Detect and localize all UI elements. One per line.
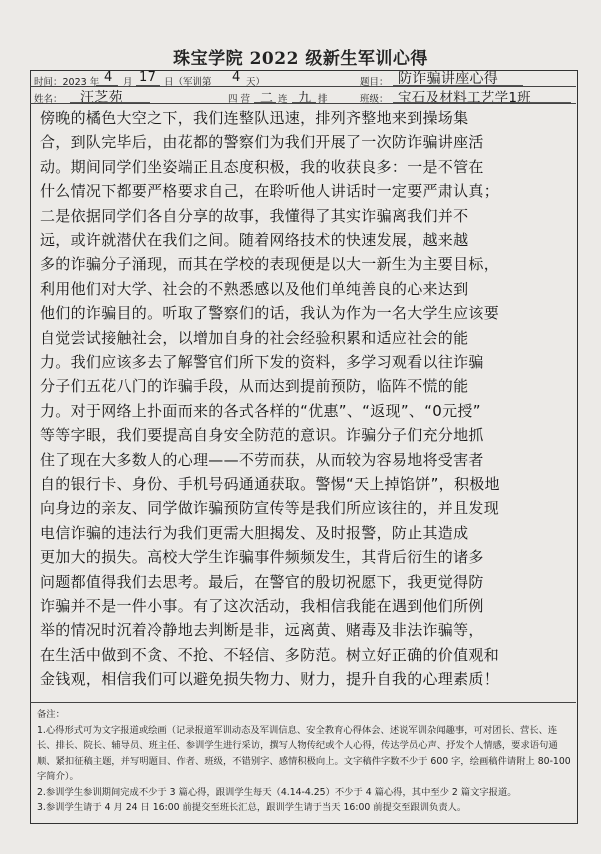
note-item: 1.心得形式可为文字报道或绘画（记录报道军训动态及军训信息、安全教育心得体会、述说军训杂闻趣事，可对团长、营长、连长、排长、院长、辅导员、班主任、参训学生进行采访，撰写人物传纪或个人心得，传达学员心声、抒发个人情感，要求语句通顺、紧扣征稿主题，并写明题目、作者、班级，不错别字、感情积极向上。文字稿件字数不少于 600 字，绘画稿件请附上 80-100 字简介）。: [37, 724, 571, 782]
company-underline: [254, 102, 276, 103]
page-title: 珠宝学院 2022 级新生军训心得: [173, 49, 428, 69]
battalion-label: 四 营: [228, 94, 251, 105]
essay-line: 自的银行卡、身份、手机号码通通获取。警惕“天上掉馅饼”，积极地: [40, 475, 500, 493]
essay-line: 利用他们对大学、社会的不熟悉感以及他们单纯善良的心来达到: [40, 279, 469, 298]
company-label: 连: [278, 94, 288, 105]
essay-line: 自觉尝试接触社会，以增加自身的社会经验积累和适应社会的能: [40, 328, 469, 347]
essay-line: 分子们五花八门的诈骗手段，从而达到提前预防，临阵不慌的能: [40, 377, 469, 396]
essay-line: 在生活中做到不贪、不抢、不轻信、多防范。树立好正确的价值观和: [40, 645, 500, 664]
platoon-underline: [292, 102, 316, 103]
training-day-label: 日（军训第: [164, 77, 212, 88]
day-underline: [136, 85, 160, 86]
essay-line: 合，到队完毕后，由花都的警察们为我们开展了一次防诈骗讲座活: [40, 133, 484, 152]
training-day-value: 4: [232, 70, 241, 85]
essay-line: 力。对于网络上扑面而来的各式各样的“优惠”、“返现”、“0元授”: [40, 401, 481, 420]
essay-line: 力。我们应该多去了解警官们所下发的资料，多学习观看以往诈骗: [40, 353, 484, 371]
notes-heading: 备注：: [37, 709, 65, 720]
class-underline: [393, 102, 571, 103]
topic-value: 防诈骗讲座心得: [398, 71, 499, 87]
essay-line: 向身边的亲友、同学做诈骗预防宣传等是我们所应该往的，并且发现: [40, 499, 500, 518]
day-value: 17: [139, 70, 157, 85]
platoon-label: 排: [318, 94, 328, 105]
month-value: 4: [104, 70, 113, 85]
note-item: 2.参训学生参训期间完成不少于 3 篇心得，跟训学生每天（4.14-4.25）不少于 4 篇心得，其中至少 2 篇文字报道。: [37, 786, 517, 798]
essay-line: 举的情况时沉着冷静地去判断是非，远离黄、赌毒及非法诈骗等，: [40, 621, 484, 640]
notes-divider: [30, 702, 576, 703]
essay-line: 他们的诈骗目的。听取了警察们的话，我认为作为一名大学生应该要: [40, 304, 500, 323]
topic-label: 题目：: [360, 77, 389, 88]
essay-line: 问题都值得我们去思考。最后，在警官的殷切祝愿下，我更觉得防: [40, 572, 484, 591]
name-underline: [70, 102, 150, 103]
name-label: 姓名：: [34, 94, 63, 105]
essay-line: 金钱观，相信我们可以避免损失物力、财力，提升自我的心理素质！: [40, 670, 500, 689]
essay-line: 傍晚的橘色大空之下，我们连整队迅速，排列齐整地来到操场集: [40, 109, 469, 127]
essay-line: 二是依据同学们各自分享的故事，我懂得了其实诈骗离我们并不: [40, 206, 469, 225]
company-value: 二: [260, 91, 274, 106]
essay-line: 等等字眼，我们要提高自身安全防范的意识。诈骗分子们充分地抓: [40, 426, 484, 445]
essay-line: 什么情况下都要严格要求自己，在聆听他人讲话时一定要严肃认真；: [40, 182, 500, 201]
class-label: 班级：: [360, 94, 389, 105]
notes-section: [37, 707, 571, 816]
name-value: 汪芝苑: [80, 90, 123, 106]
note-item: 3.参训学生请于 4 月 24 日 16:00 前提交至班长汇总，跟训学生请于当天 16:00 前提交至跟训负责人。: [37, 802, 467, 813]
training-day-suffix: 天）: [246, 77, 266, 88]
class-value: 宝石及材料工艺学1班: [398, 90, 532, 106]
essay-line: 电信诈骗的违法行为我们更需大胆揭发、及时报警，防止其造成: [40, 523, 469, 542]
time-label: 时间：2023 年: [34, 77, 100, 88]
essay-line: 多的诈骗分子涌现，而其在学校的表现便是以大一新生为主要目标，: [40, 255, 500, 274]
month-label: 月: [123, 77, 133, 88]
essay-line: 住了现在大多数人的心理——不劳而获，从而较为容易地将受害者: [40, 450, 484, 469]
platoon-value: 九: [298, 91, 312, 106]
essay-line: 更加大的损失。高校大学生诈骗事件频频发生，其背后衍生的诸多: [40, 548, 484, 567]
essay-line: 动。期间同学们坐姿端正且态度积极，我的收获良多：一是不管在: [40, 157, 484, 176]
month-underline: [96, 85, 118, 86]
essay-line: 诈骗并不是一件小事。有了这次活动，我相信我能在遇到他们所例: [40, 597, 484, 615]
essay-line: 远，或许就潜伏在我们之间。随着网络技术的快速发展，越来越: [40, 231, 469, 249]
